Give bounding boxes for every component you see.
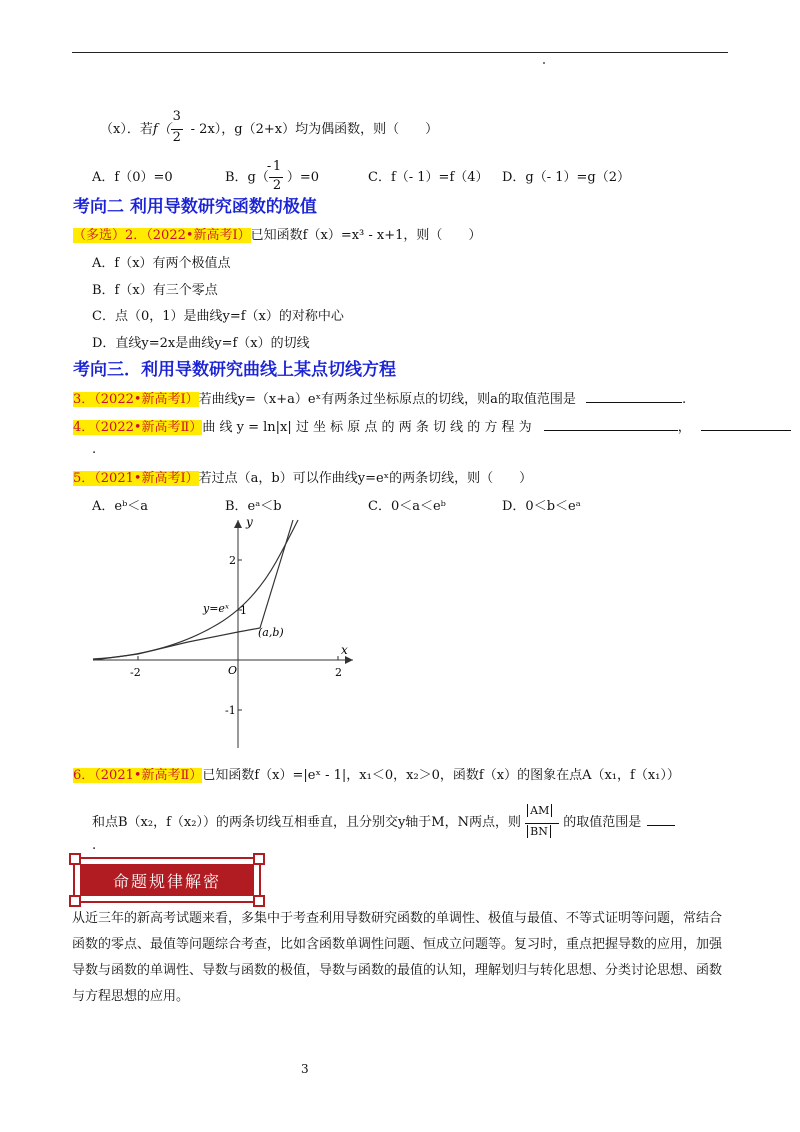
q2-tag: （多选）2．（2022•新高考Ⅰ） bbox=[73, 228, 251, 243]
q5-tag: （2021•新高考Ⅰ） bbox=[94, 471, 199, 486]
q3-answer-blank[interactable] bbox=[586, 390, 682, 403]
q4-tag: ．（2022•新高考Ⅱ） bbox=[81, 420, 203, 435]
origin-label: O bbox=[228, 664, 238, 677]
q3-tag: （2022•新高考Ⅰ） bbox=[94, 392, 199, 407]
y-axis-label: y bbox=[246, 515, 253, 529]
x-axis-label: x bbox=[341, 643, 348, 657]
q1-option-d: D．g（- 1）=g（2） bbox=[502, 170, 631, 185]
header-rule bbox=[72, 52, 728, 53]
tick-label-y-1: 1 bbox=[240, 604, 247, 617]
q3-stem: 3．（2022•新高考Ⅰ）若曲线y=（x+a）eˣ有两条过坐标原点的切线，则a的取值范围是 . bbox=[73, 392, 687, 407]
tangent-lines bbox=[93, 520, 293, 660]
q5-option-c: C．0＜a＜eᵇ bbox=[368, 499, 446, 514]
y-axis-arrow-icon bbox=[234, 520, 242, 528]
q6-line2: 和点B（x₂，f（x₂））的两条切线互相垂直，且分别交y轴于M，N两点，则 $\frac{AM}{BN}$ 的取值范围是 bbox=[92, 811, 675, 830]
q4-end: . bbox=[92, 442, 97, 457]
tick-label-x-neg2: -2 bbox=[130, 666, 141, 679]
q6-stem: 6．（2021•新高考Ⅱ）已知函数f（x）=|eˣ - 1|，x₁＜0，x₂＞0，函数f（x）的图象在点A（x₁，f（x₁）） bbox=[73, 768, 680, 783]
section4-banner bbox=[73, 857, 261, 903]
q4-answer-blank-1[interactable] bbox=[544, 418, 678, 431]
section2-heading: 考向二 利用导数研究函数的极值 bbox=[73, 197, 317, 217]
q1-option-a: A．f（0）=0 bbox=[92, 170, 173, 185]
q6-end: . bbox=[92, 838, 97, 853]
tick-label-x-2: 2 bbox=[335, 666, 342, 679]
q2-option-d: D．直线y=2x是曲线y=f（x）的切线 bbox=[92, 336, 310, 351]
curve-label: y=eˣ bbox=[203, 602, 229, 615]
q5-option-d: D．0＜b＜eᵃ bbox=[502, 499, 581, 514]
q1-stem: （x）．若f（ $\frac{3}{2}$ - 2x），g（2+x）均为偶函数，则（ ） bbox=[100, 109, 439, 145]
q2-stem: （多选）2．（2022•新高考Ⅰ）已知函数f（x）=x³ - x+1，则（ ） bbox=[73, 228, 482, 243]
tick-label-y-2: 2 bbox=[229, 554, 236, 567]
summary-paragraph: 从近三年的新高考试题来看，多集中于考查利用导数研究函数的单调性、极值与最值、不等式证明等问题，常结合函数的零点、最值等问题综合考查，比如含函数单调性问题、恒成立问题等。复习时，重点把握导数的应用，加强导数与函数的单调性、导数与函数的极值，导数与函数的最值的认知，理解划归与转化思想、分类讨论思想、函数与方程思想的应用。 bbox=[72, 911, 723, 1004]
q2-option-b: B．f（x）有三个零点 bbox=[92, 283, 218, 298]
q4-answer-blank-2[interactable] bbox=[701, 418, 791, 431]
tick-label-y-neg1: -1 bbox=[225, 704, 236, 717]
q1-option-b: B．g（ - 1 2 ）=0 bbox=[225, 159, 320, 193]
q5-option-a: A．eᵇ＜a bbox=[92, 499, 149, 514]
q4-stem: 4．（2022•新高考Ⅱ）曲 线 y = ln|x| 过 坐 标 原 点 的 两 条 切 线 的 方 程 为 ， bbox=[73, 416, 791, 435]
q6-tag: （2021•新高考Ⅱ） bbox=[94, 768, 203, 783]
page-number: 3 bbox=[301, 1062, 309, 1076]
header-dot bbox=[543, 62, 545, 64]
section3-heading: 考向三．利用导数研究曲线上某点切线方程 bbox=[73, 360, 396, 380]
banner-corner-tr bbox=[253, 853, 265, 865]
q5-option-b: B．eᵃ＜b bbox=[225, 499, 282, 514]
q2-option-c: C．点（0，1）是曲线y=f（x）的对称中心 bbox=[92, 309, 344, 324]
q1-option-c: C．f（- 1）=f（4） bbox=[368, 170, 489, 185]
x-axis-arrow-icon bbox=[345, 656, 353, 664]
section4-title: 命题规律解密 bbox=[80, 864, 254, 896]
q6-answer-blank[interactable] bbox=[647, 813, 675, 826]
banner-corner-tl bbox=[69, 853, 81, 865]
q5-stem: 5．（2021•新高考Ⅰ）若过点（a，b）可以作曲线y=eˣ的两条切线，则（ ） bbox=[73, 471, 533, 486]
exponential-graph bbox=[88, 514, 368, 754]
point-label: (a,b) bbox=[258, 626, 284, 639]
q2-option-a: A．f（x）有两个极值点 bbox=[92, 256, 231, 271]
